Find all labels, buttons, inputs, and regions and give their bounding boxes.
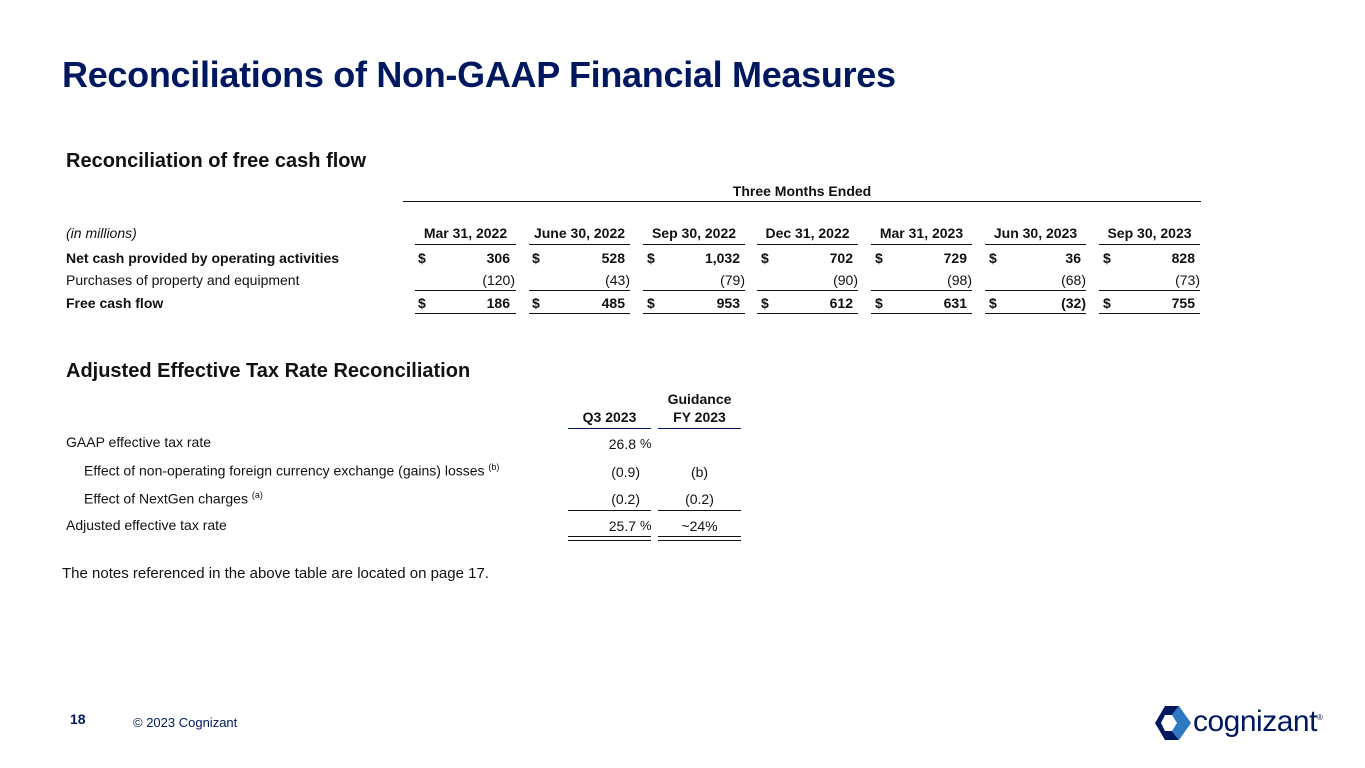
table-cell: 729 xyxy=(943,250,967,266)
currency-symbol: $ xyxy=(761,295,769,311)
footnote-ref: (a) xyxy=(251,490,263,500)
tax-subtotal-rule xyxy=(658,510,741,511)
page-title: Reconciliations of Non-GAAP Financial Measures xyxy=(62,54,896,95)
currency-symbol: $ xyxy=(532,295,540,311)
tax-q3-value: 25.7 xyxy=(608,518,636,534)
table-cell: 306 xyxy=(486,250,510,266)
currency-symbol: $ xyxy=(989,250,997,266)
table-cell: 953 xyxy=(716,295,740,311)
col-header: Mar 31, 2022 xyxy=(423,225,508,241)
page-number: 18 xyxy=(70,711,86,727)
subtotal-rule xyxy=(985,290,1086,291)
col-header-rule xyxy=(1099,244,1200,245)
guidance-header-line2: FY 2023 xyxy=(673,409,726,425)
tax-row-label: GAAP effective tax rate xyxy=(66,434,212,450)
col-header-rule xyxy=(643,244,745,245)
table-cell: (120) xyxy=(482,272,515,288)
table-cell: (43) xyxy=(605,272,630,288)
col-header-rule xyxy=(415,244,516,245)
tax-row-label: Effect of non-operating foreign currency exchange (gains) losses $^{(b)}$ xyxy=(84,462,500,479)
currency-symbol: $ xyxy=(1103,295,1111,311)
table-cell: (98) xyxy=(947,272,972,288)
col-header: Mar 31, 2023 xyxy=(879,225,964,241)
table-cell: (79) xyxy=(720,272,745,288)
table-cell: 1,032 xyxy=(704,250,740,266)
tax-q3-value: (0.9) xyxy=(611,464,640,480)
subtotal-rule xyxy=(529,290,630,291)
subtotal-rule xyxy=(415,290,516,291)
total-rule xyxy=(1099,313,1200,314)
col-header-rule xyxy=(529,244,630,245)
currency-symbol: $ xyxy=(1103,250,1111,266)
units-label: (in millions) xyxy=(66,225,137,241)
currency-symbol: $ xyxy=(647,250,655,266)
three-months-ended-header: Three Months Ended xyxy=(732,183,872,199)
currency-symbol: $ xyxy=(761,250,769,266)
col-header: Dec 31, 2022 xyxy=(765,225,850,241)
currency-symbol: $ xyxy=(875,250,883,266)
q3-header: Q3 2023 xyxy=(582,409,637,425)
currency-symbol: $ xyxy=(647,295,655,311)
group-header-rule xyxy=(403,201,1201,202)
tax-row-label: Effect of NextGen charges $^{(a)}$ xyxy=(84,490,263,507)
table-cell: (90) xyxy=(833,272,858,288)
percent-sign: % xyxy=(640,436,652,451)
notes-text: The notes referenced in the above table are located on page 17. xyxy=(62,565,489,582)
row-label-net-cash: Net cash provided by operating activities xyxy=(66,250,340,266)
percent-sign: % xyxy=(640,518,652,533)
tax-section-title: Adjusted Effective Tax Rate Reconciliation xyxy=(66,360,471,382)
tax-row-label: Adjusted effective tax rate xyxy=(66,517,227,533)
table-cell: 612 xyxy=(829,295,853,311)
currency-symbol: $ xyxy=(989,295,997,311)
cognizant-logo xyxy=(1155,705,1335,741)
table-cell: 702 xyxy=(829,250,853,266)
subtotal-rule xyxy=(1099,290,1200,291)
tax-guidance-value: (b) xyxy=(690,464,709,480)
table-cell: (68) xyxy=(1061,272,1086,288)
table-cell: (32) xyxy=(1061,295,1086,311)
table-cell: 186 xyxy=(486,295,510,311)
footnote-ref: (b) xyxy=(488,462,500,472)
table-cell: 36 xyxy=(1065,250,1081,266)
tax-subtotal-rule xyxy=(568,510,651,511)
tax-q3-value: (0.2) xyxy=(611,491,640,507)
total-rule xyxy=(529,313,630,314)
total-rule xyxy=(415,313,516,314)
currency-symbol: $ xyxy=(418,250,426,266)
total-rule xyxy=(985,313,1086,314)
copyright: © 2023 Cognizant xyxy=(133,715,238,730)
tax-guidance-value: (0.2) xyxy=(685,491,714,507)
subtotal-rule xyxy=(871,290,972,291)
row-label-free-cash-flow: Free cash flow xyxy=(66,295,164,311)
tax-total-double-rule xyxy=(658,536,741,541)
table-cell: 631 xyxy=(943,295,967,311)
table-cell: 755 xyxy=(1171,295,1195,311)
col-header: June 30, 2022 xyxy=(533,225,626,241)
total-rule xyxy=(871,313,972,314)
col-header-rule xyxy=(757,244,858,245)
subtotal-rule xyxy=(757,290,858,291)
col-header: Jun 30, 2023 xyxy=(993,225,1078,241)
col-header-rule xyxy=(985,244,1086,245)
q3-header-rule xyxy=(568,428,651,429)
table-cell: 485 xyxy=(601,295,625,311)
fcf-section-title: Reconciliation of free cash flow xyxy=(66,150,367,172)
total-rule xyxy=(643,313,745,314)
col-header-rule xyxy=(871,244,972,245)
total-rule xyxy=(757,313,858,314)
table-cell: 828 xyxy=(1171,250,1195,266)
guidance-header-rule xyxy=(658,428,741,429)
cognizant-mark-icon xyxy=(1155,706,1191,740)
col-header: Sep 30, 2022 xyxy=(651,225,737,241)
table-cell: 528 xyxy=(601,250,625,266)
table-cell: (73) xyxy=(1175,272,1200,288)
logo-wordmark: cognizant® xyxy=(1193,705,1323,738)
tax-q3-value: 26.8 xyxy=(608,436,636,452)
row-label-purchases: Purchases of property and equipment xyxy=(66,272,300,288)
tax-total-double-rule xyxy=(568,536,651,541)
currency-symbol: $ xyxy=(532,250,540,266)
col-header: Sep 30, 2023 xyxy=(1107,225,1192,241)
guidance-header-line1: Guidance xyxy=(667,391,732,407)
currency-symbol: $ xyxy=(875,295,883,311)
tax-guidance-value: ~24% xyxy=(681,518,718,534)
currency-symbol: $ xyxy=(418,295,426,311)
subtotal-rule xyxy=(643,290,745,291)
